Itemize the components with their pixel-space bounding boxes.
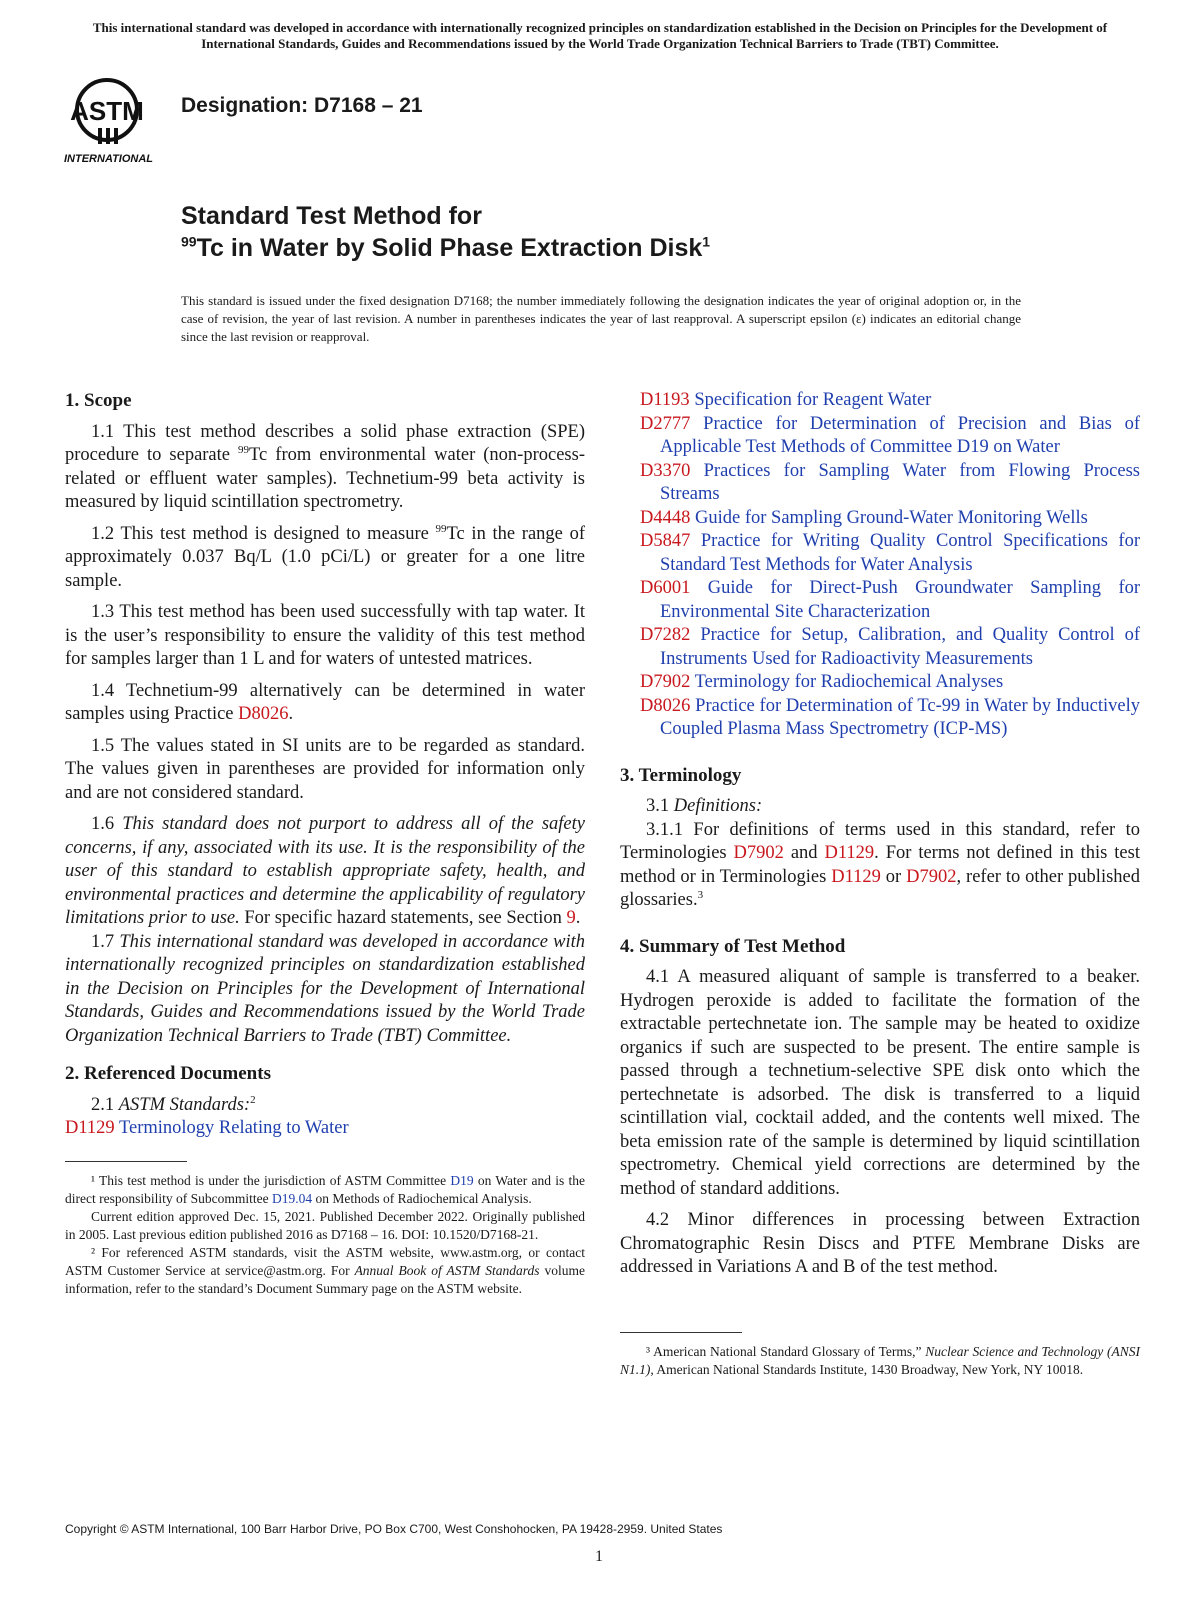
copyright-footer: Copyright © ASTM International, 100 Barr Harbor Drive, PO Box C700, West Conshohocken, PA 19428-2959. United States: [65, 1522, 723, 1536]
para-1-4: 1.4 Technetium-99 alternatively can be determined in water samples using Practice D8026.: [65, 680, 585, 724]
ref-item-d4448[interactable]: D4448 Guide for Sampling Ground-Water Monitoring Wells: [640, 507, 1088, 528]
ref-item-d1129[interactable]: D1129 Terminology Relating to Water: [65, 1118, 349, 1138]
para-1-2: 1.2 This test method is designed to measure $^{99}$Tc in the range of approximately 0.037 Bq/L (1.0 pCi/L) or greater for a one litre sample.: [65, 522, 585, 591]
ref-item-d1193[interactable]: D1193 Specification for Reagent Water: [640, 390, 932, 410]
astm-logo: [62, 70, 170, 168]
footnote-rule-left: [65, 1161, 187, 1162]
logo-text: ASTM: [70, 96, 144, 126]
title-isotope-sup: 99: [181, 233, 197, 250]
link-d19[interactable]: D19: [450, 1172, 474, 1188]
logo-subtext: INTERNATIONAL: [64, 153, 154, 165]
link-d1129-b[interactable]: D1129: [831, 866, 881, 887]
link-d7902[interactable]: D7902: [733, 843, 784, 863]
page-number: 1: [595, 1548, 603, 1565]
ref-item-d5847[interactable]: D5847 Practice for Writing Quality Control Specifications for Standard Test Methods for Water Analysis: [640, 531, 1140, 575]
footnote-1-edition: Current edition approved Dec. 15, 2021. Published December 2022. Originally published in 2005. Last previous edition published 2016 as D7168 – 16. DOI: 10.1520/D7168-21.: [65, 1208, 585, 1242]
para-4-1: 4.1 A measured aliquant of sample is transferred to a beaker. Hydrogen peroxide is added to facilitate the formation of the extractable pertechnetate ion. The sample may be heated to oxidize organics if such are suspected to be present. The entire sample is passed through a technetium-selective SPE disk onto which the pertechnetate is adsorbed. The disk is transferred to a liquid scintillation vial, cocktail added, and the contents well mixed. The beta emission rate of the sample is determined by liquid scintillation spectrometry. Chemical yield corrections are determined by the method of standard additions.: [620, 967, 1140, 1199]
para-1-5: 1.5 The values stated in SI units are to be regarded as standard. The values given in parentheses are provided for information only and are not considered standard.: [65, 735, 585, 803]
issuance-note: This standard is issued under the fixed designation D7168; the number immediately following the designation indicates the year of original adoption or, in the case of revision, the year of last revision. A number in parentheses indicates the year of last reapproval. A superscript epsilon (ε) indicates an editorial change since the last revision or reapproval.: [181, 293, 1021, 344]
para-4-2: 4.2 Minor differences in processing between Extraction Chromatographic Resin Discs and PTFE Membrane Disks are addressed in Variations A and B of the test method.: [620, 1210, 1140, 1277]
para-1-3: 1.3 This test method has been used successfully with tap water. It is the user’s responsibility to ensure the validity of this test method for samples larger than 1 L and for waters of untested matrices.: [65, 602, 585, 669]
para-1-1: 1.1 This test method describes a solid phase extraction (SPE) procedure to separate $^{99}$Tc from environmental water (non-process-related or effluent water samples). Technetium-99 beta activity is measured by liquid scintillation spectrometry.: [65, 421, 585, 512]
ref-item-d7282[interactable]: D7282 Practice for Setup, Calibration, and Quality Control of Instruments Used for Radioactivity Measurements: [640, 625, 1140, 669]
title-line-2-text: Tc in Water by Solid Phase Extraction Disk: [196, 234, 703, 262]
top-notice: This international standard was developed in accordance with internationally recognized principles on standardization established in the Decision on Principles for the Development of International Standards, Guides and Recommendations issued by the World Trade Organization Technical Barriers to Trade (TBT) Committee.: [92, 20, 1108, 51]
title-line-2: [181, 232, 710, 264]
link-section-9[interactable]: 9: [566, 908, 576, 928]
link-d1129[interactable]: D1129: [824, 843, 875, 863]
section-refdocs-heading: 2. Referenced Documents: [65, 1063, 271, 1084]
right-column: [620, 389, 1140, 1379]
document-title: [181, 200, 710, 264]
footnote-1: ¹ This test method is under the jurisdiction of ASTM Committee D19 on Water and is the direct responsibility of Subcommittee D19.04 on Methods of Radiochemical Analysis.: [65, 1172, 585, 1206]
ref-item-d3370[interactable]: D3370 Practices for Sampling Water from Flowing Process Streams: [640, 460, 1141, 504]
footnote-3: ³ American National Standard Glossary of Terms,” Nuclear Science and Technology (ANSI N1.1), American National Standards Institute, 1430 Broadway, New York, NY 10018.: [620, 1343, 1140, 1377]
reference-list: [620, 389, 1140, 742]
astm-logo-graphic: [62, 70, 170, 168]
para-2-1: 2.1 ASTM Standards:$^2$: [91, 1093, 256, 1115]
link-d8026[interactable]: D8026: [238, 704, 289, 724]
para-3-1: 3.1 Definitions:: [646, 796, 763, 816]
link-d19-04[interactable]: D19.04: [271, 1190, 313, 1206]
ref-item-d6001[interactable]: D6001 Guide for Direct-Push Groundwater Sampling for Environmental Site Characterization: [640, 578, 1141, 622]
footnote-2: ² For referenced ASTM standards, visit the ASTM website, www.astm.org, or contact ASTM Customer Service at service@astm.org. For Annual Book of ASTM Standards volume information, refer to the standard’s Document Summary page on the ASTM website.: [65, 1244, 585, 1296]
ref-item-d2777[interactable]: D2777 Practice for Determination of Precision and Bias of Applicable Test Methods of Committee D19 on Water: [640, 413, 1140, 457]
para-1-7: 1.7 This international standard was developed in accordance with internationally recognized principles on standardization established in the Decision on Principles for the Development of International Standards, Guides and Recommendations issued by the World Trade Organization Technical Barriers to Trade (TBT) Committee.: [65, 931, 586, 1046]
link-d7902-b[interactable]: D7902: [906, 866, 957, 887]
title-footnote-ref: 1: [702, 233, 711, 250]
title-line-1: Standard Test Method for: [181, 202, 482, 230]
section-terminology-heading: 3. Terminology: [620, 764, 742, 786]
footnote-rule-right: [620, 1332, 742, 1333]
para-1-6: 1.6 This standard does not purport to address all of the safety concerns, if any, associated with its use. It is the responsibility of the user of this standard to establish appropriate safety, health, and environmental practices and determine the applicability of regulatory limitations prior to use. For specific hazard statements, see Section 9.: [65, 814, 585, 928]
left-column: [65, 389, 585, 1298]
footnotes-left: [65, 1172, 585, 1298]
para-3-1-1: 3.1.1 For definitions of terms used in this standard, refer to Terminologies D7902 and D1129. For terms not defined in this test method or in Terminologies D1129 or D7902, refer to other published glossaries.$^3$: [620, 819, 1141, 910]
section-summary-heading: 4. Summary of Test Method: [620, 935, 846, 957]
section-scope-heading: 1. Scope: [65, 390, 132, 411]
ref-item-d7902[interactable]: D7902 Terminology for Radiochemical Analyses: [640, 672, 1004, 692]
designation: Designation: D7168 – 21: [181, 94, 423, 117]
ref-item-d8026[interactable]: D8026 Practice for Determination of Tc-99 in Water by Inductively Coupled Plasma Mass Spectrometry (ICP-MS): [640, 695, 1141, 739]
